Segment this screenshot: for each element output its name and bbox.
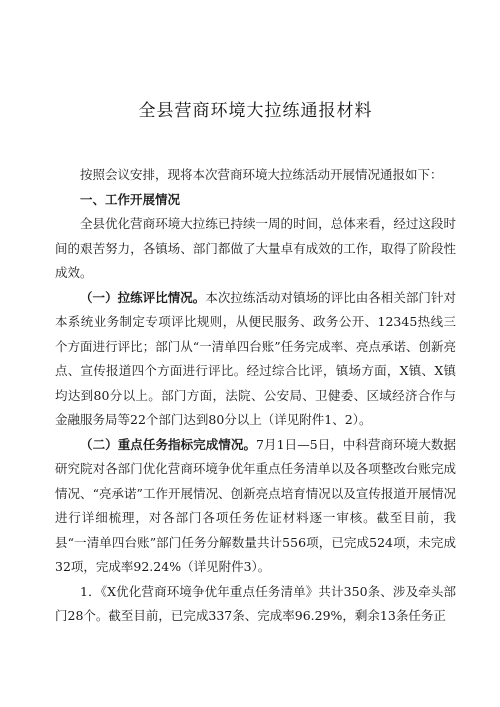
section-paragraph-overview: 全县优化营商环境大拉练已持续一周的时间，总体来看，经过这段时间的艰苦努力，各镇场、部门都做了大量卓有成效的工作，取得了阶段性成效。 (55, 216, 456, 280)
subsection-text-drill: 本次拉练活动对镇场的评比由各相关部门针对本系统业务制定专项评比规则，从便民服务、政务公开、12345热线三个方面进行评比；部门从“一清单四台账”任务完成率、亮点承诺、创新亮点、宣传报道四个方面进行评比。经过综合比评，镇场方面，X镇、X镇均达到80分以上。部门方面，法院、公安局、卫健委、区域经济合作与金融服务局等22个部门达到80分以上（详见附件1、2）。 (55, 289, 456, 427)
document-title: 全县营商环境大拉练通报材料 (138, 101, 373, 121)
subsection-heading-tasks: （二）重点任务指标完成情况。 (80, 436, 257, 452)
subsection-drill-evaluation (55, 286, 456, 433)
document-body (55, 163, 456, 629)
list-item-task-list: 1．《X优化营商环境争优年重点任务清单》共计350条、涉及牵头部门28个。截至目前，已完成337条、完成率96.29%，剩余13条任务正 (55, 583, 456, 623)
section-heading-work: 一、工作开展情况 (80, 191, 181, 207)
subsection-text-tasks: 7月1日—5日，中科营商环境大数据研究院对各部门优化营商环境争优年重点任务清单以及各项整改台账完成情况、“亮承诺”工作开展情况、创新亮点培育情况以及宣传报道开展情况进行详细梳理，对各部门各项任务佐证材料逐一审核。截至目前，我县“一清单四台账”部门任务分解数量共计556项，已完成524项，未完成32项，完成率92.24%（详见附件3）。 (55, 436, 456, 574)
subsection-heading-drill: （一）拉练评比情况。 (80, 289, 206, 305)
subsection-key-tasks (55, 433, 456, 580)
intro-paragraph: 按照会议安排，现将本次营商环境大拉练活动开展情况通报如下： (80, 167, 443, 182)
